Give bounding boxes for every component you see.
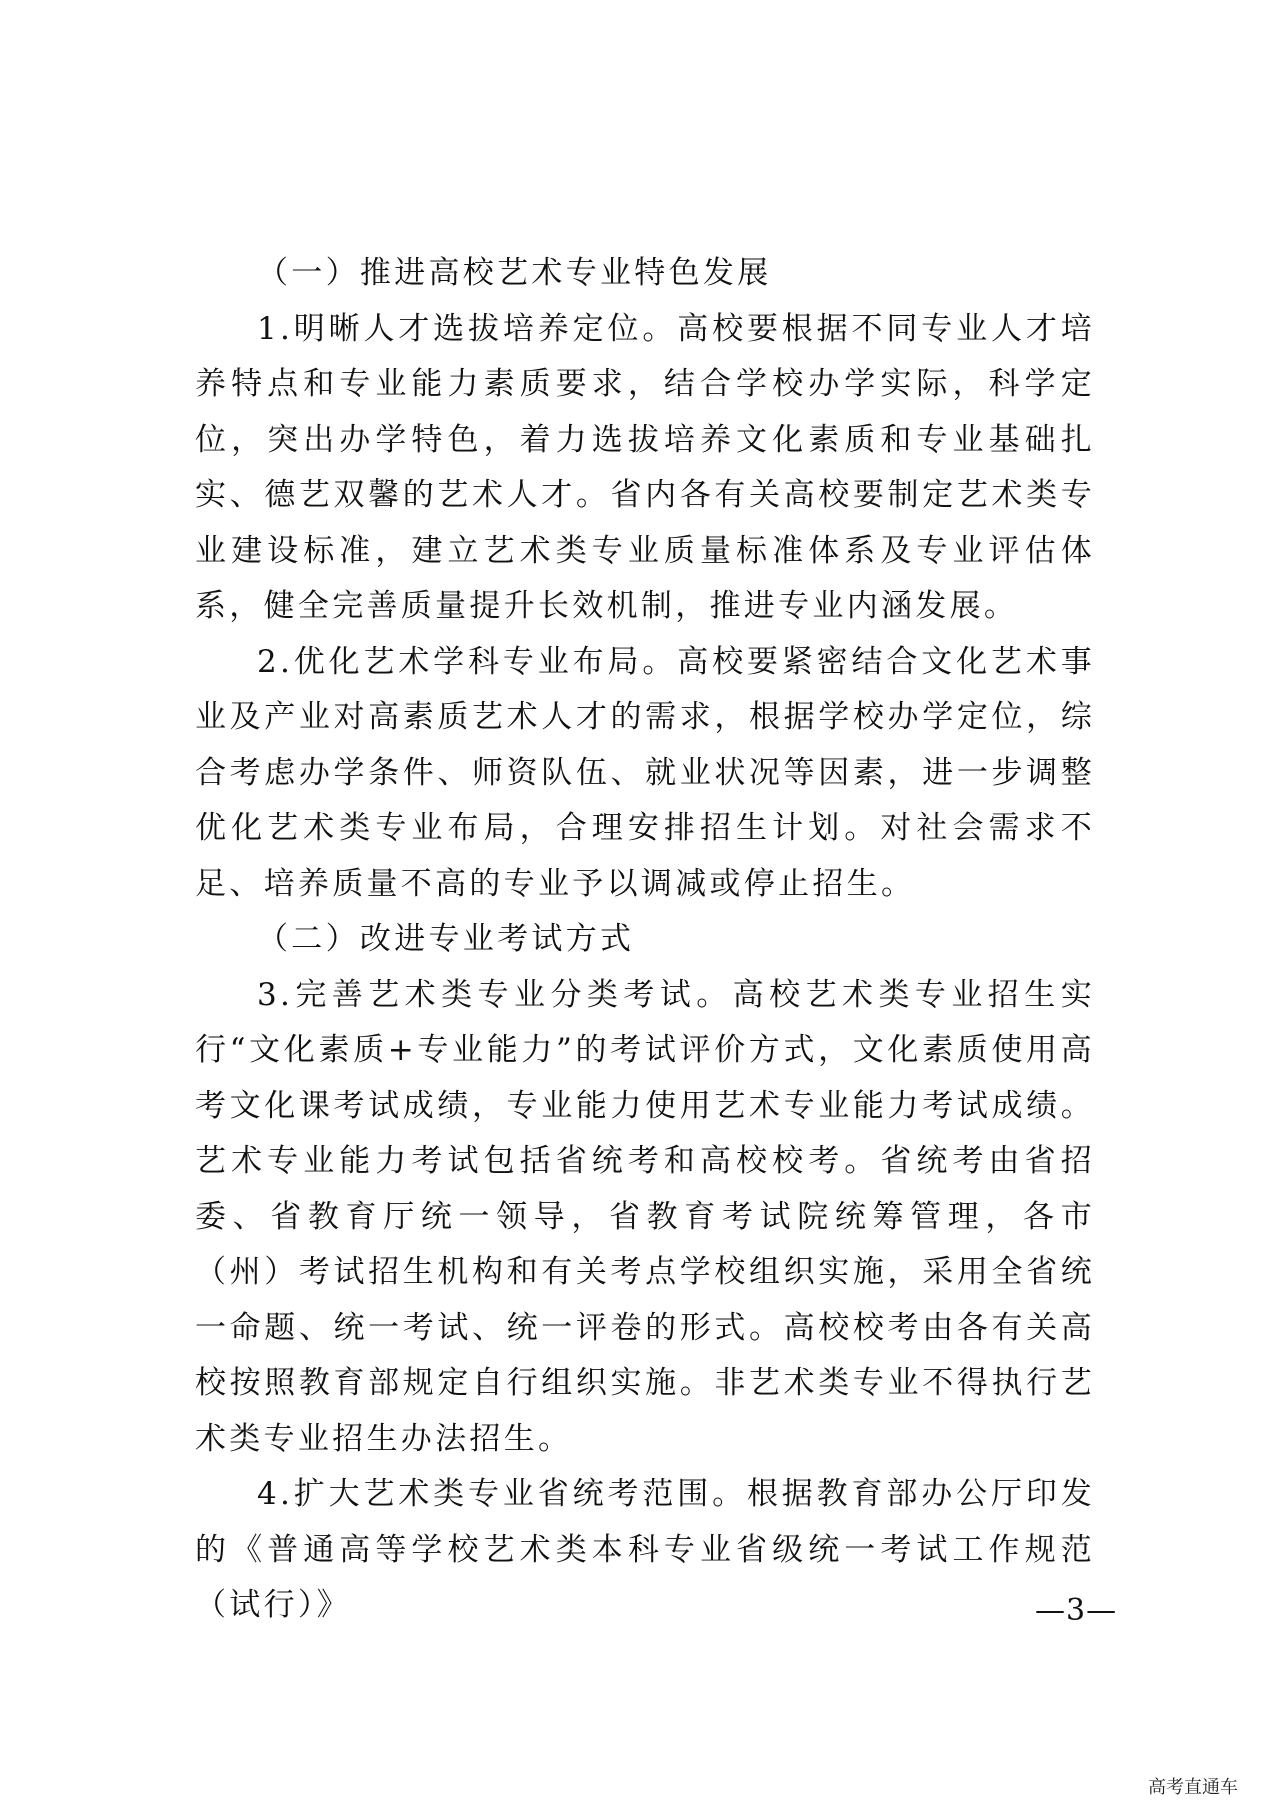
- paragraph-3-text: 3.完善艺术类专业分类考试。高校艺术类专业招生实行“文化素质+专业能力”的考试评价方式，文化素质使用高考文化课考试成绩，专业能力使用艺术专业能力考试成绩。艺术专业能力考试包括省统考和高校校考。省统考由省招委、省教育厅统一领导，省教育考试院统筹管理，各市（州）考试招生机构和有关考点学校组织实施，采用全省统一命题、统一考试、统一评卷的形式。高校校考由各有关高校按照教育部规定自行组织实施。非艺术类专业不得执行艺术类专业招生办法招生。: [195, 976, 1095, 1457]
- paragraph-1-text: 1.明晰人才选拔培养定位。高校要根据不同专业人才培养特点和专业能力素质要求，结合学校办学实际，科学定位，突出办学特色，着力选拔培养文化素质和专业基础扎实、德艺双馨的艺术人才。省内各有关高校要制定艺术类专业建设标准，建立艺术类专业质量标准体系及专业评估体系，健全完善质量提升长效机制，推进专业内涵发展。: [195, 310, 1095, 624]
- paragraph-3: [195, 968, 1095, 1468]
- paragraph-2-text: 2.优化艺术学科专业布局。高校要紧密结合文化艺术事业及产业对高素质艺术人才的需求，根据学校办学定位，综合考虑办学条件、师资队伍、就业状况等因素，进一步调整优化艺术类专业布局，合理安排招生计划。对社会需求不足、培养质量不高的专业予以调减或停止招生。: [195, 643, 1095, 902]
- section-heading-2: （二）改进专业考试方式: [257, 921, 635, 957]
- paragraph-2: [195, 635, 1095, 913]
- section-heading-1: （一）推进高校艺术专业特色发展: [257, 255, 772, 291]
- paragraph-4-text: 4.扩大艺术类专业省统考范围。根据教育部办公厅印发的《普通高等学校艺术类本科专业省级统一考试工作规范（试行）》: [195, 1476, 1095, 1623]
- paragraph-4: [195, 1467, 1095, 1634]
- watermark-text: 高考直通车: [1148, 1777, 1238, 1798]
- paragraph-1: [195, 302, 1095, 635]
- page-number: —3—: [1035, 1593, 1118, 1628]
- document-body: [195, 246, 1095, 1634]
